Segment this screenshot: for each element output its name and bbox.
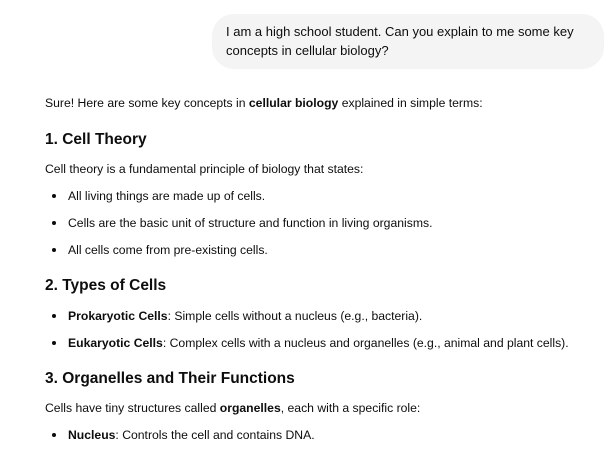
list-item: All cells come from pre-existing cells. [45, 241, 605, 259]
bullet-list [45, 187, 605, 259]
bold-term: Nucleus [68, 428, 116, 442]
bold-term: organelles [219, 401, 281, 415]
response-intro: Sure! Here are some key concepts in cellular biology explained in simple terms: [45, 96, 483, 110]
bold-term: Eukaryotic Cells [68, 336, 163, 350]
bullet-icon [52, 341, 56, 345]
section-intro: Cells have tiny structures called organelles, each with a specific role: [45, 401, 421, 415]
user-message-line: I am a high school student. Can you explain to me some key [226, 24, 574, 39]
bold-term: cellular biology [248, 96, 339, 110]
bold-term: Prokaryotic Cells [68, 309, 168, 323]
bullet-list [45, 307, 605, 352]
user-message-line: concepts in cellular biology? [226, 43, 389, 58]
bullet-list [45, 426, 605, 444]
list-item: Cells are the basic unit of structure and function in living organisms. [45, 214, 605, 232]
bullet-icon [52, 221, 56, 225]
bullet-icon [52, 314, 56, 318]
section-intro: Cell theory is a fundamental principle of biology that states: [45, 162, 364, 176]
bullet-icon [52, 433, 56, 437]
list-item: Prokaryotic Cells: Simple cells without a nucleus (e.g., bacteria). [45, 307, 605, 325]
user-message-bubble [212, 14, 604, 69]
list-item: All living things are made up of cells. [45, 187, 605, 205]
assistant-response [45, 94, 605, 453]
list-item: Nucleus: Controls the cell and contains DNA. [45, 426, 605, 444]
section-heading: 1. Cell Theory [45, 131, 147, 148]
bullet-icon [52, 248, 56, 252]
list-item: Eukaryotic Cells: Complex cells with a nucleus and organelles (e.g., animal and plant cells). [45, 334, 605, 352]
section-heading: 3. Organelles and Their Functions [45, 370, 295, 387]
bullet-icon [52, 194, 56, 198]
section-heading: 2. Types of Cells [45, 277, 167, 294]
